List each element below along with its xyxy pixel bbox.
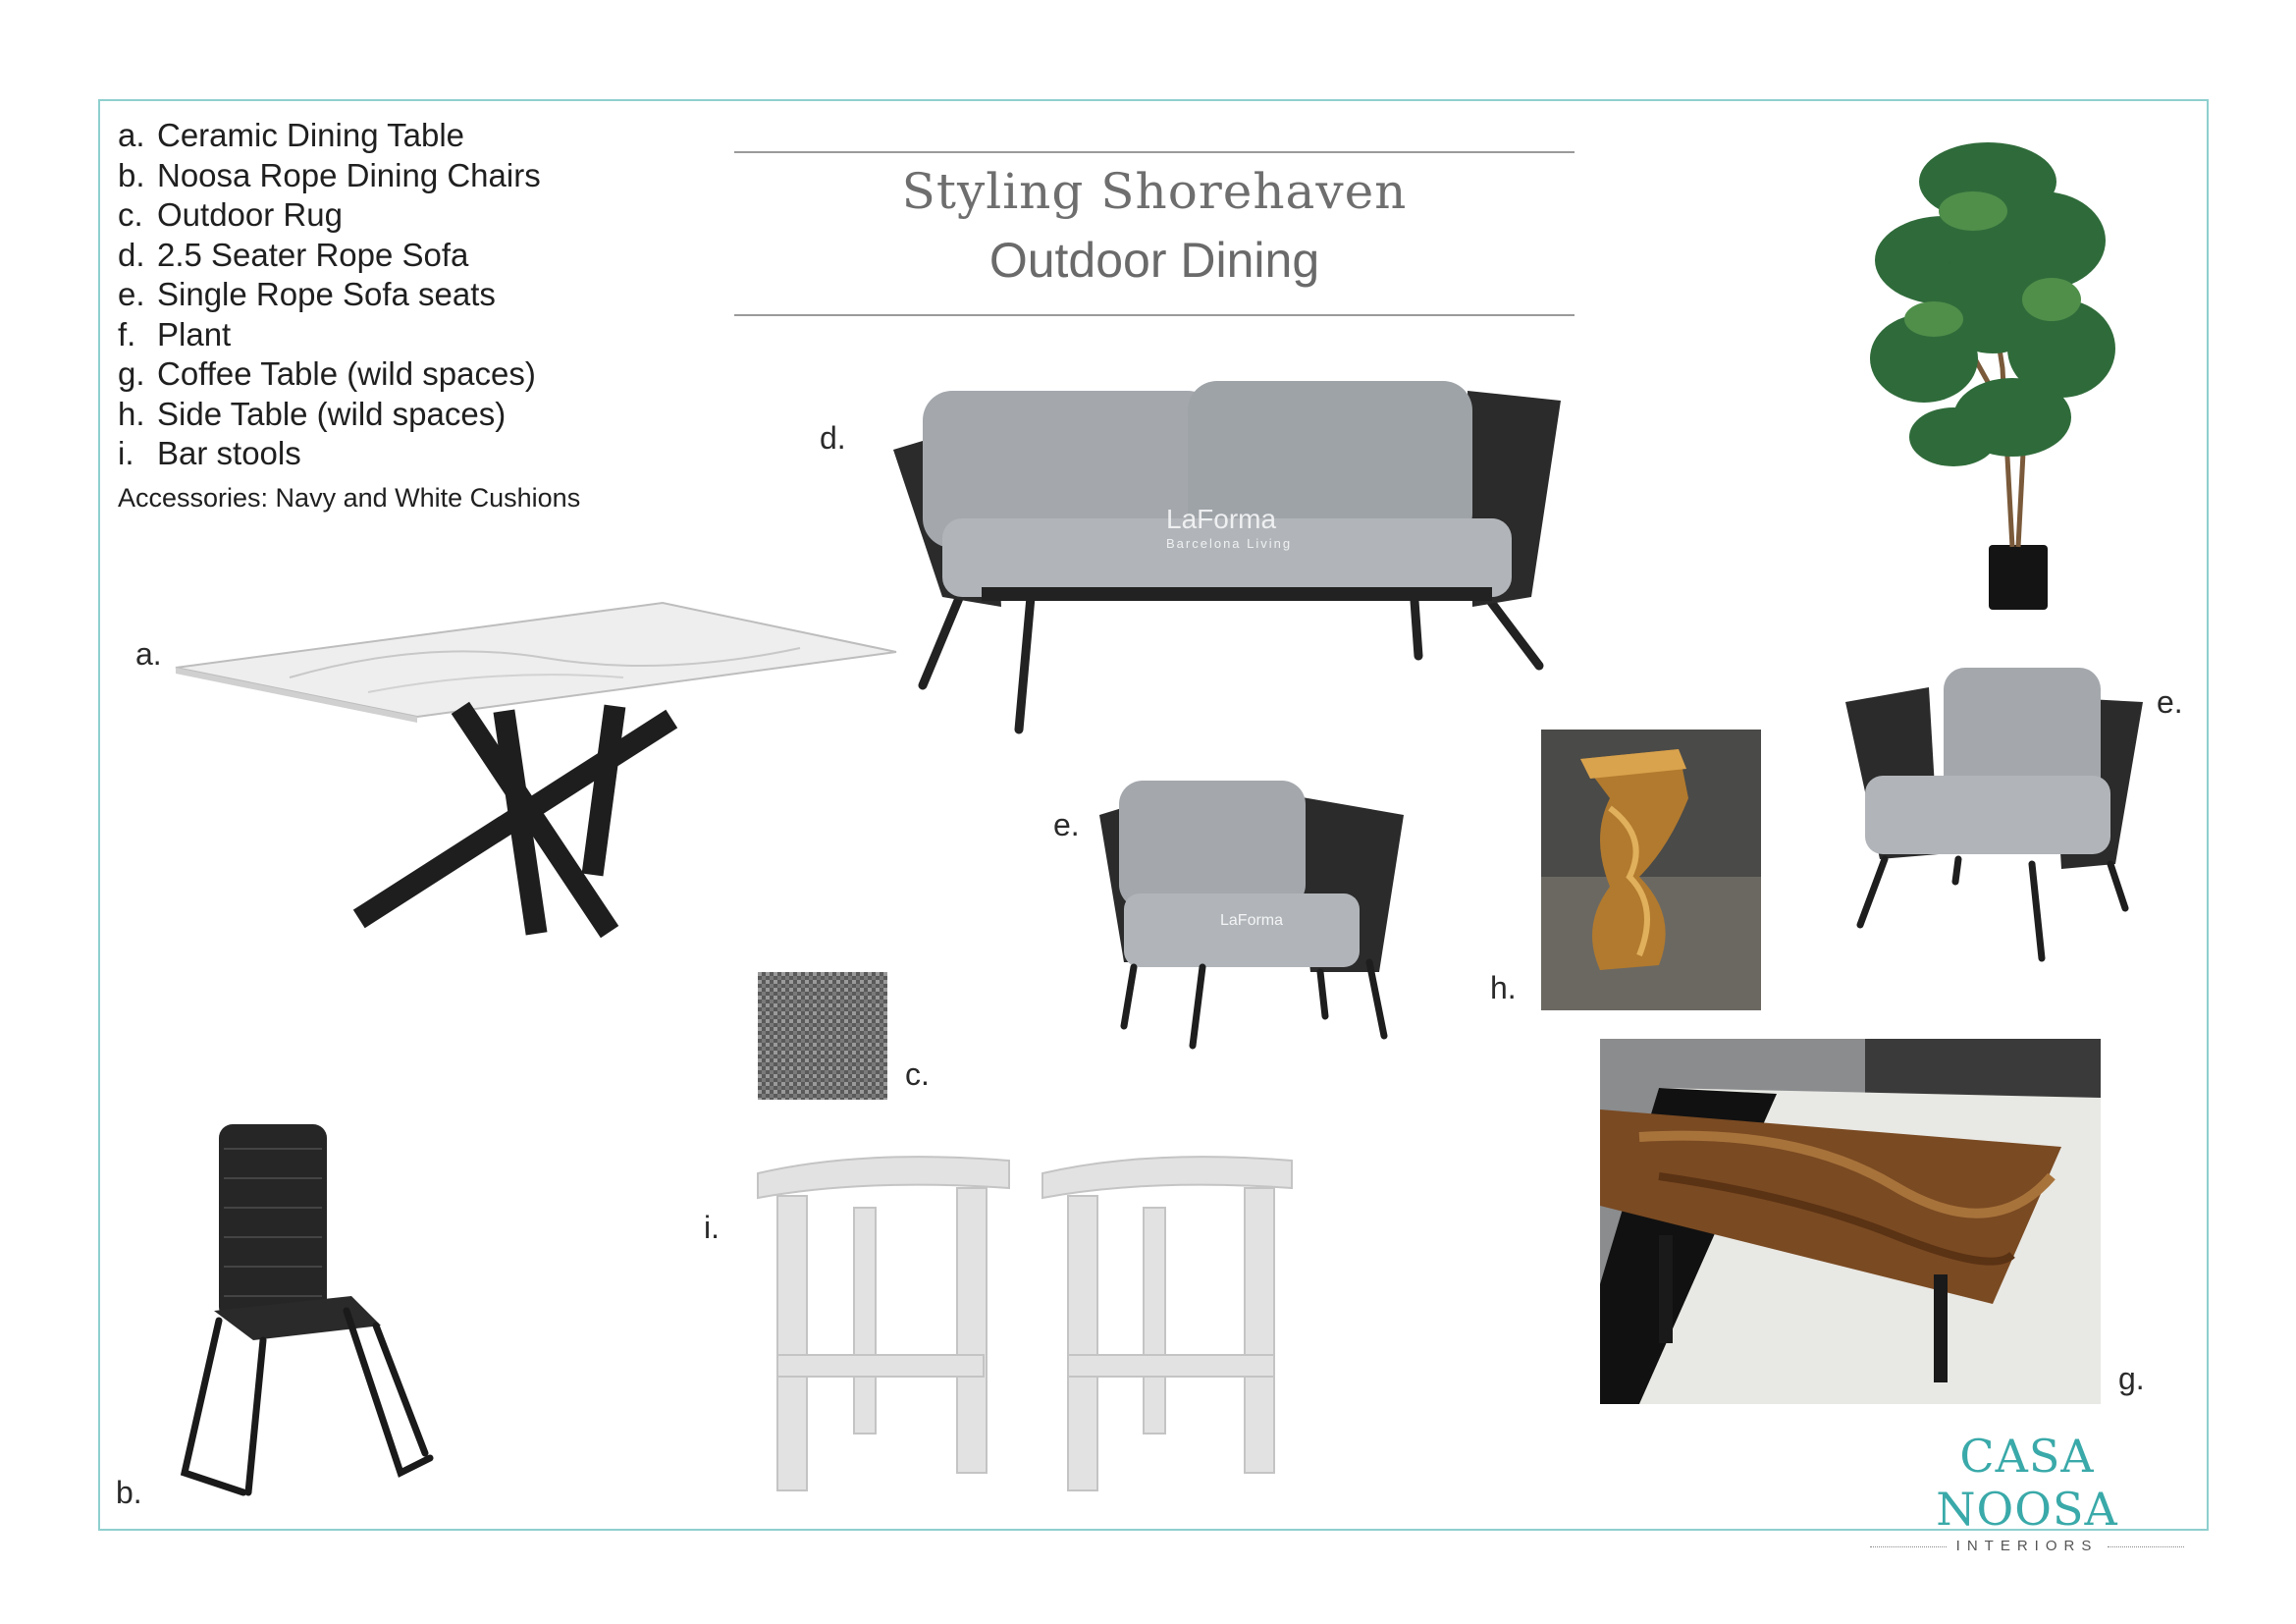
logo-subtitle: INTERIORS xyxy=(1870,1538,2184,1554)
legend-item-b: b. Noosa Rope Dining Chairs xyxy=(118,156,541,193)
legend-item-g: g. Coffee Table (wild spaces) xyxy=(118,355,536,392)
legend-accessories: Accessories: Navy and White Cushions xyxy=(118,482,581,513)
label-a: a. xyxy=(135,636,162,672)
sofa-watermark-sub: Barcelona Living xyxy=(1166,536,1293,551)
sofa-watermark: LaForma xyxy=(1166,504,1277,534)
bar-stools-image xyxy=(756,1139,1296,1502)
rope-sofa-image xyxy=(883,361,1561,734)
coffee-table-image xyxy=(1600,1039,2101,1404)
single-rope-sofa-image-right xyxy=(1841,668,2147,962)
label-i: i. xyxy=(704,1210,720,1245)
plant-image xyxy=(1865,123,2110,614)
label-b: b. xyxy=(116,1475,142,1510)
legend-item-h: h. Side Table (wild spaces) xyxy=(118,395,507,432)
label-c: c. xyxy=(905,1056,930,1092)
casa-noosa-logo xyxy=(1870,1430,2184,1554)
label-e-center: e. xyxy=(1053,807,1080,842)
outdoor-rug-swatch xyxy=(758,972,887,1100)
legend-item-i: i. Bar stools xyxy=(118,435,301,471)
logo-wordmark: CASA NOOSA xyxy=(1936,1430,2118,1536)
legend-item-c: c. Outdoor Rug xyxy=(118,196,343,233)
ceramic-dining-table-image xyxy=(172,599,898,952)
label-d: d. xyxy=(820,420,846,456)
label-h: h. xyxy=(1490,970,1517,1005)
legend-item-d: d. 2.5 Seater Rope Sofa xyxy=(118,236,469,273)
side-table-image xyxy=(1541,730,1761,1010)
title-line-2: Outdoor Dining xyxy=(988,233,1320,288)
label-g: g. xyxy=(2118,1361,2145,1396)
rope-dining-chair-image xyxy=(175,1119,450,1507)
title-line-1: Styling Shorehaven xyxy=(901,163,1408,220)
legend-item-f: f. Plant xyxy=(118,315,232,352)
legend-item-e: e. Single Rope Sofa seats xyxy=(118,276,496,312)
chair-watermark: LaForma xyxy=(1220,912,1284,929)
single-rope-sofa-image-center xyxy=(1095,776,1409,1051)
label-e-right: e. xyxy=(2157,684,2183,720)
legend-item-a: a. Ceramic Dining Table xyxy=(118,117,465,153)
page-title xyxy=(734,151,1575,316)
product-legend xyxy=(118,116,580,517)
